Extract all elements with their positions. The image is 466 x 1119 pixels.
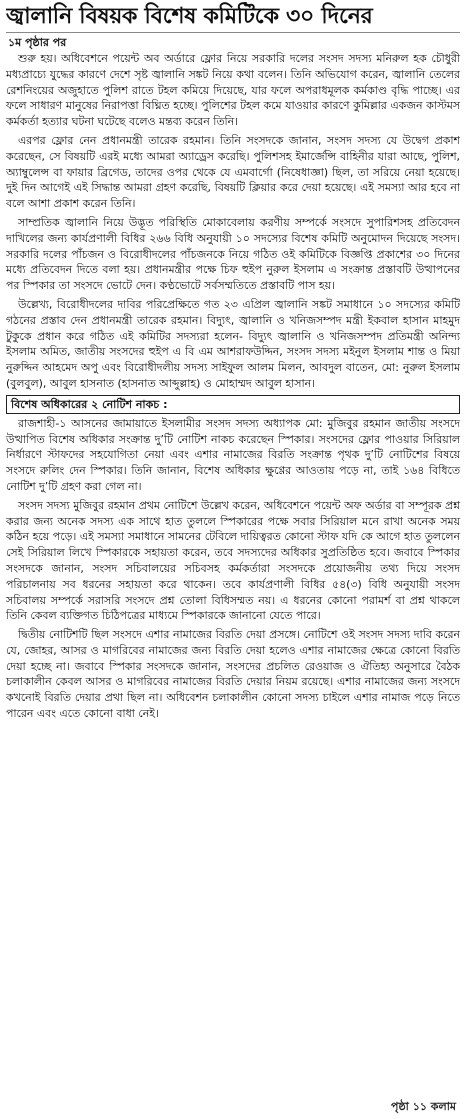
article-paragraph: সাম্প্রতিক জ্বালানি নিয়ে উদ্ভূত পরিস্থিতি মোকাবেলায় করণীয় সম্পর্কে সংসদে সুপারিশসহ প্রতিবেদন দাখিলের জন্য কার্যপ্রণালী বিধির ২৬৬ বিধি অনুযায়ী ১০ সদস্যের বিশেষ কমিটি অনুমোদন দিয়েছে সংসদ। সরকারি দলের পাঁচজন ও বিরোধীদলের পাঁচজনকে নিয়ে গঠিত ওই কমিটিকে বিজ্ঞপ্তি প্রকাশের ৩০ দিনের মধ্যে প্রতিবেদন দিতে বলা হয়। প্রধানমন্ত্রীর পক্ষে চিফ হুইপ নুরুল ইসলাম এ সংক্রান্ত প্রস্তাবটি উত্থাপনের পর স্পিকার তা সংসদে ভোটে দেন। কণ্ঠভোটে সর্বসম্মতিতে প্রস্তাবটি পাস হয়। bbox=[6, 215, 460, 293]
article-paragraph: দ্বিতীয় নোটিশটি ছিল সংসদে এশার নামাজের বিরতি দেয়া প্রসঙ্গে। নোটিশে ওই সংসদ সদস্য দাবি করেন যে, জোহর, আসর ও মাগরিবের নামাজের জন্য বিরতি দেয়া হলেও এশার নামাজের ক্ষেত্রে কোনো বিরতি দেয়া হচ্ছে না। জবাবে স্পিকার সংসদকে জানান, সংসদের প্রচলিত রেওয়াজ ও ঐতিহ্য অনুসারে বৈঠক চলাকালীন কেবল আসর ও মাগরিবের নামাজের বিরতি দেয়ার নিয়ম রয়েছে। এশার নামাজের জন্য সংসদে কখনোই বিরতি দেয়ার প্রথা ছিল না। অধিবেশন চলাকালীন কোনো সদস্য চাইলে এশার নামাজ পড়ে নিতে পারেন এবং এতে কোনো বাধা নেই। bbox=[6, 628, 460, 721]
page-continuation-note: পৃষ্ঠা ১১ কলাম bbox=[391, 1100, 456, 1113]
section-subhead: বিশেষ অধিকারের ২ নোটিশ নাকচ : bbox=[6, 395, 460, 414]
article-paragraph: রাজশাহী-১ আসনের জামায়াতে ইসলামীর সংসদ সদস্য অধ্যাপক মো: মুজিবুর রহমান জাতীয় সংসদে উত্থাপিত বিশেষ অধিকার সংক্রান্ত দু’টি নোটিশ নাকচ করেছেন স্পিকার। সংসদের ফ্লোর পাওয়ার সিরিয়াল নির্ধারণে স্টাফদের সহযোগিতা নেয়া এবং এশার নামাজের বিরতি সংক্রান্ত পৃথক দু’টি নোটিশের বিষয়ে সংসদে রুলিং দেন স্পিকার। তিনি জানান, বিশেষ অধিকার ক্ষুণ্ণের আওতায় পড়ে না, তাই ১৬৪ বিধিতে নোটিশ দু’টি গ্রহণ করা গেল না। bbox=[6, 416, 460, 493]
article-paragraph: এরপর ফ্লোর নেন প্রধানমন্ত্রী তারেক রহমান। তিনি সংসদকে জানান, সংসদ সদস্য যে উদ্বেগ প্রকাশ করেছেন, সে বিষয়টি এরই মধ্যে আমরা অ্যাড্রেস করেছি। পুলিশসহ ইমার্জেন্সি বাহিনীর যারা আছে, পুলিশ, অ্যাম্বুলেন্স বা ফায়ার ব্রিগেড, তাদের ওপর থেকে যে এমবার্গো (নিষেধাজ্ঞা) ছিল, তা সরিয়ে নেয়া হয়েছে। দুই দিন আগেই এই সিদ্ধান্ত আমরা গ্রহণ করেছি, বিষয়টি ক্লিয়ার করে দেয়া হয়েছে। এই সমস্যা আর হবে না বলে আশা প্রকাশ করেন তিনি। bbox=[6, 133, 460, 211]
article-paragraph: উল্লেখ্য, বিরোধীদলের দাবির পরিপ্রেক্ষিতে গত ২৩ এপ্রিল জ্বালানি সঙ্কট সমাধানে ১০ সদস্যের কমিটি গঠনের প্রস্তাব দেন প্রধানমন্ত্রী তারেক রহমান। বিদ্যুৎ, জ্বালানি ও খনিজসম্পদ মন্ত্রী ইকবাল হাসান মাহমুদ টুকুকে প্রধান করে গঠিত এই কমিটির সদস্যরা হলেন- বিদ্যুৎ জ্বালানি ও খনিজসম্পদ প্রতিমন্ত্রী অনিন্দ্য ইসলাম অমিত, জাতীয় সংসদের হুইপ এ বি এম আশরাফউদ্দিন, সংসদ সদস্য মইনুল ইসলাম শান্ত ও মিয়া নুরুদ্দিন আহমেদ অপু এবং বিরোধীদলীয় সদস্য সাইফুল আলম মিলন, আবদুল বাতেন, মো: নুরুল ইসলাম (বুলবুল), আবুল হাসনাত (হাসনাত আব্দুল্লাহ) ও মোহাম্মদ আবুল হাসান। bbox=[6, 297, 460, 390]
article-headline: জ্বালানি বিষয়ক বিশেষ কমিটিকে ৩০ দিনের bbox=[6, 4, 373, 29]
headline-divider bbox=[6, 32, 460, 33]
continued-from-label: ১ম পৃষ্ঠার পর bbox=[8, 36, 67, 49]
article-paragraph: সংসদ সদস্য মুজিবুর রহমান প্রথম নোটিশে উল্লেখ করেন, অধিবেশনে পয়েন্ট অফ অর্ডার বা সম্পূরক প্রশ্ন করার জন্য অনেক সদস্য এক সাথে হাত তুললে স্পিকারের পক্ষে সবার সিরিয়াল মনে রাখা অনেক সময় কঠিন হয়ে পড়ে। এই সমস্যা সমাধানে সামনের টেবিলে দায়িত্বরত কোনো স্টাফ যদি কে আগে হাত তুললেন সেই সিরিয়াল লিখে স্পিকারকে সহায়তা করেন, তবে সদস্যদের অধিকার সুপ্রতিষ্ঠিত হবে। জবাবে স্পিকার সংসদকে জানান, সংসদ সচিবালয়ের সচিবসহ কর্মকর্তারা সংসদকে প্রয়োজনীয় তথ্য দিয়ে সংসদ পরিচালনায় সব ধরনের সহায়তা করে থাকেন। তবে কার্যপ্রণালী বিধির ৫৪(৩) বিধি অনুযায়ী সংসদ সচিবালয় সম্পর্কে সরাসরি সংসদে প্রশ্ন তোলা বিধিসম্মত নয়। এ ধরনের কোনো পরামর্শ বা প্রশ্ন থাকলে তিনি কেবল ব্যক্তিগত চিঠিপত্রের মাধ্যমে স্পিকারকে জানানো যেতে পারে। bbox=[6, 498, 460, 623]
article-paragraph: শুরু হয়। অধিবেশনে পয়েন্ট অব অর্ডারে ফ্লোর নিয়ে সরকারি দলের সংসদ সদস্য মনিরুল হক চৌধুরী মধ্যপ্রাচ্যে যুদ্ধের কারণে দেশে সৃষ্ট জ্বালানি সঙ্কট নিয়ে কথা বলেন। তিনি অভিযোগ করেন, জ্বালানি তেলের রেশনিংয়ের অজুহাতে পুলিশ রাতে টহল কমিয়ে দিয়েছে, যার ফলে অপরাধমূলক কর্মকাণ্ড বৃদ্ধি পাচ্ছে। এর ফলে সাধারণ মানুষের নিরাপত্তা বিঘ্নিত হচ্ছে। পুলিশের টহল কমে যাওয়ার কারণে কুমিল্লার একজন কাস্টমস কর্মকর্তা হত্যার ঘটনা ঘটেছে বলেও মন্তব্য করেন তিনি। bbox=[6, 52, 460, 129]
